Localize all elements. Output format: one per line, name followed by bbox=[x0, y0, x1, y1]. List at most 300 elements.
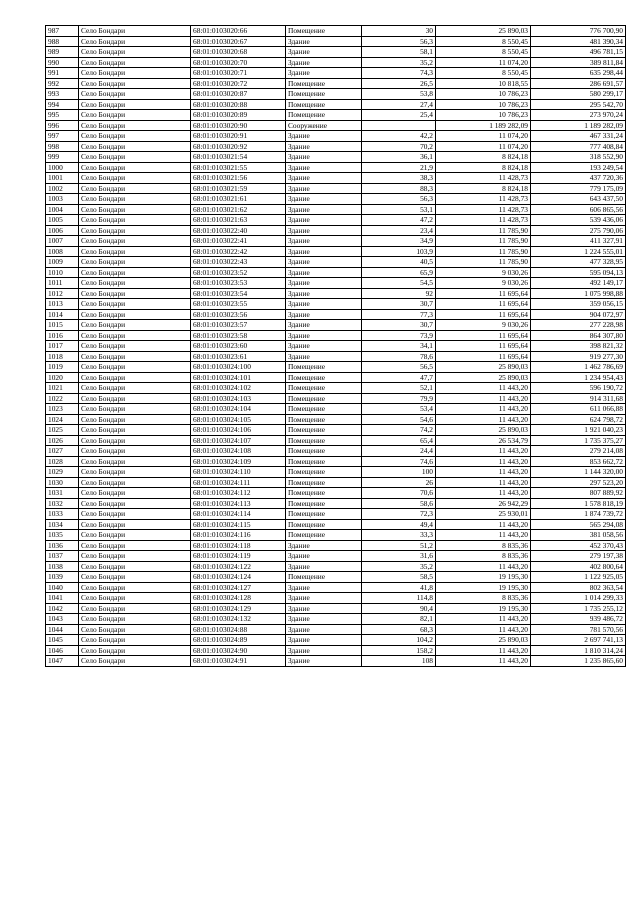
unit-value-cell: 11 443,20 bbox=[436, 467, 531, 478]
cadastral-number-cell: 68:01:0103024:108 bbox=[191, 446, 286, 457]
cadastral-number-cell: 68:01:0103020:88 bbox=[191, 99, 286, 110]
total-value-cell: 1 224 555,01 bbox=[531, 246, 626, 257]
table-row bbox=[46, 372, 626, 383]
table-row bbox=[46, 246, 626, 257]
cadastral-number-cell: 68:01:0103024:107 bbox=[191, 435, 286, 446]
unit-value-cell: 11 428,73 bbox=[436, 173, 531, 184]
unit-value-cell: 11 695,64 bbox=[436, 341, 531, 352]
unit-value-cell: 11 443,20 bbox=[436, 645, 531, 656]
settlement-cell: Село Бондари bbox=[79, 446, 191, 457]
area-cell: 54,6 bbox=[362, 414, 436, 425]
unit-value-cell: 11 785,90 bbox=[436, 246, 531, 257]
table-row bbox=[46, 530, 626, 541]
area-cell: 77,3 bbox=[362, 309, 436, 320]
settlement-cell: Село Бондари bbox=[79, 614, 191, 625]
row-number-cell: 1014 bbox=[46, 309, 79, 320]
table-row bbox=[46, 89, 626, 100]
cadastral-number-cell: 68:01:0103024:129 bbox=[191, 603, 286, 614]
unit-value-cell: 11 443,20 bbox=[436, 656, 531, 667]
table-row bbox=[46, 173, 626, 184]
settlement-cell: Село Бондари bbox=[79, 414, 191, 425]
area-cell: 52,1 bbox=[362, 383, 436, 394]
object-type-cell: Здание bbox=[286, 603, 362, 614]
object-type-cell: Помещение bbox=[286, 99, 362, 110]
unit-value-cell: 11 428,73 bbox=[436, 204, 531, 215]
settlement-cell: Село Бондари bbox=[79, 110, 191, 121]
area-cell: 30,7 bbox=[362, 320, 436, 331]
row-number-cell: 1017 bbox=[46, 341, 79, 352]
settlement-cell: Село Бондари bbox=[79, 152, 191, 163]
row-number-cell: 1012 bbox=[46, 288, 79, 299]
area-cell: 56,3 bbox=[362, 36, 436, 47]
row-number-cell: 1019 bbox=[46, 362, 79, 373]
total-value-cell: 853 662,72 bbox=[531, 456, 626, 467]
settlement-cell: Село Бондари bbox=[79, 435, 191, 446]
cadastral-number-cell: 68:01:0103024:89 bbox=[191, 635, 286, 646]
object-type-cell: Здание bbox=[286, 561, 362, 572]
area-cell: 114,8 bbox=[362, 593, 436, 604]
settlement-cell: Село Бондари bbox=[79, 309, 191, 320]
settlement-cell: Село Бондари bbox=[79, 593, 191, 604]
area-cell: 24,4 bbox=[362, 446, 436, 457]
unit-value-cell: 25 890,03 bbox=[436, 26, 531, 37]
cadastral-number-cell: 68:01:0103020:72 bbox=[191, 78, 286, 89]
cadastral-number-cell: 68:01:0103023:58 bbox=[191, 330, 286, 341]
unit-value-cell: 9 030,26 bbox=[436, 278, 531, 289]
object-type-cell: Помещение bbox=[286, 383, 362, 394]
settlement-cell: Село Бондари bbox=[79, 624, 191, 635]
row-number-cell: 1030 bbox=[46, 477, 79, 488]
unit-value-cell: 10 786,23 bbox=[436, 99, 531, 110]
unit-value-cell: 11 695,64 bbox=[436, 288, 531, 299]
settlement-cell: Село Бондари bbox=[79, 141, 191, 152]
cadastral-number-cell: 68:01:0103024:112 bbox=[191, 488, 286, 499]
object-type-cell: Сооружение bbox=[286, 120, 362, 131]
row-number-cell: 1044 bbox=[46, 624, 79, 635]
object-type-cell: Помещение bbox=[286, 372, 362, 383]
row-number-cell: 989 bbox=[46, 47, 79, 58]
row-number-cell: 1024 bbox=[46, 414, 79, 425]
row-number-cell: 1003 bbox=[46, 194, 79, 205]
unit-value-cell: 11 695,64 bbox=[436, 351, 531, 362]
settlement-cell: Село Бондари bbox=[79, 540, 191, 551]
unit-value-cell: 25 890,03 bbox=[436, 635, 531, 646]
unit-value-cell: 8 835,36 bbox=[436, 551, 531, 562]
table-row bbox=[46, 435, 626, 446]
cadastral-number-cell: 68:01:0103023:55 bbox=[191, 299, 286, 310]
cadastral-number-cell: 68:01:0103020:70 bbox=[191, 57, 286, 68]
row-number-cell: 1027 bbox=[46, 446, 79, 457]
row-number-cell: 1028 bbox=[46, 456, 79, 467]
table-body bbox=[46, 26, 626, 667]
cadastral-number-cell: 68:01:0103020:71 bbox=[191, 68, 286, 79]
total-value-cell: 624 798,72 bbox=[531, 414, 626, 425]
row-number-cell: 997 bbox=[46, 131, 79, 142]
total-value-cell: 496 781,15 bbox=[531, 47, 626, 58]
row-number-cell: 1023 bbox=[46, 404, 79, 415]
table-row bbox=[46, 572, 626, 583]
unit-value-cell: 11 074,20 bbox=[436, 131, 531, 142]
settlement-cell: Село Бондари bbox=[79, 68, 191, 79]
cadastral-number-cell: 68:01:0103022:43 bbox=[191, 257, 286, 268]
area-cell: 26 bbox=[362, 477, 436, 488]
object-type-cell: Здание bbox=[286, 614, 362, 625]
unit-value-cell: 11 695,64 bbox=[436, 299, 531, 310]
row-number-cell: 1036 bbox=[46, 540, 79, 551]
cadastral-number-cell: 68:01:0103024:124 bbox=[191, 572, 286, 583]
object-type-cell: Здание bbox=[286, 68, 362, 79]
table-row bbox=[46, 477, 626, 488]
area-cell: 65,4 bbox=[362, 435, 436, 446]
area-cell: 65,9 bbox=[362, 267, 436, 278]
area-cell: 53,1 bbox=[362, 204, 436, 215]
cadastral-number-cell: 68:01:0103024:116 bbox=[191, 530, 286, 541]
table-row bbox=[46, 120, 626, 131]
settlement-cell: Село Бондари bbox=[79, 236, 191, 247]
row-number-cell: 999 bbox=[46, 152, 79, 163]
table-row bbox=[46, 645, 626, 656]
total-value-cell: 939 486,72 bbox=[531, 614, 626, 625]
settlement-cell: Село Бондари bbox=[79, 120, 191, 131]
unit-value-cell: 11 785,90 bbox=[436, 236, 531, 247]
unit-value-cell: 11 428,73 bbox=[436, 194, 531, 205]
object-type-cell: Здание bbox=[286, 162, 362, 173]
area-cell: 47,7 bbox=[362, 372, 436, 383]
total-value-cell: 297 523,20 bbox=[531, 477, 626, 488]
row-number-cell: 991 bbox=[46, 68, 79, 79]
row-number-cell: 1010 bbox=[46, 267, 79, 278]
area-cell: 40,5 bbox=[362, 257, 436, 268]
total-value-cell: 275 790,06 bbox=[531, 225, 626, 236]
row-number-cell: 1022 bbox=[46, 393, 79, 404]
settlement-cell: Село Бондари bbox=[79, 173, 191, 184]
cadastral-number-cell: 68:01:0103021:63 bbox=[191, 215, 286, 226]
cadastral-number-cell: 68:01:0103023:56 bbox=[191, 309, 286, 320]
unit-value-cell: 8 824,18 bbox=[436, 152, 531, 163]
settlement-cell: Село Бондари bbox=[79, 26, 191, 37]
row-number-cell: 1045 bbox=[46, 635, 79, 646]
object-type-cell: Здание bbox=[286, 540, 362, 551]
total-value-cell: 914 311,68 bbox=[531, 393, 626, 404]
area-cell: 49,4 bbox=[362, 519, 436, 530]
cadastral-number-cell: 68:01:0103022:42 bbox=[191, 246, 286, 257]
object-type-cell: Помещение bbox=[286, 414, 362, 425]
area-cell: 34,1 bbox=[362, 341, 436, 352]
object-type-cell: Здание bbox=[286, 152, 362, 163]
area-cell: 23,4 bbox=[362, 225, 436, 236]
row-number-cell: 990 bbox=[46, 57, 79, 68]
total-value-cell: 318 552,90 bbox=[531, 152, 626, 163]
table-row bbox=[46, 152, 626, 163]
cadastral-number-cell: 68:01:0103023:60 bbox=[191, 341, 286, 352]
cadastral-number-cell: 68:01:0103023:53 bbox=[191, 278, 286, 289]
row-number-cell: 998 bbox=[46, 141, 79, 152]
table-row bbox=[46, 278, 626, 289]
unit-value-cell: 8 824,18 bbox=[436, 162, 531, 173]
unit-value-cell: 11 443,20 bbox=[436, 561, 531, 572]
total-value-cell: 398 821,32 bbox=[531, 341, 626, 352]
row-number-cell: 1039 bbox=[46, 572, 79, 583]
table-row bbox=[46, 183, 626, 194]
unit-value-cell: 8 835,36 bbox=[436, 593, 531, 604]
settlement-cell: Село Бондари bbox=[79, 299, 191, 310]
table-row bbox=[46, 540, 626, 551]
row-number-cell: 1031 bbox=[46, 488, 79, 499]
settlement-cell: Село Бондари bbox=[79, 603, 191, 614]
area-cell: 158,2 bbox=[362, 645, 436, 656]
row-number-cell: 1018 bbox=[46, 351, 79, 362]
object-type-cell: Помещение bbox=[286, 572, 362, 583]
row-number-cell: 1000 bbox=[46, 162, 79, 173]
cadastral-number-cell: 68:01:0103024:119 bbox=[191, 551, 286, 562]
area-cell: 100 bbox=[362, 467, 436, 478]
cadastral-number-cell: 68:01:0103020:89 bbox=[191, 110, 286, 121]
cadastral-number-cell: 68:01:0103024:91 bbox=[191, 656, 286, 667]
row-number-cell: 1005 bbox=[46, 215, 79, 226]
unit-value-cell: 1 189 282,09 bbox=[436, 120, 531, 131]
unit-value-cell: 8 835,36 bbox=[436, 540, 531, 551]
table-row bbox=[46, 467, 626, 478]
total-value-cell: 492 149,17 bbox=[531, 278, 626, 289]
total-value-cell: 807 889,92 bbox=[531, 488, 626, 499]
table-row bbox=[46, 624, 626, 635]
object-type-cell: Здание bbox=[286, 656, 362, 667]
settlement-cell: Село Бондари bbox=[79, 57, 191, 68]
area-cell: 30 bbox=[362, 26, 436, 37]
unit-value-cell: 8 824,18 bbox=[436, 183, 531, 194]
unit-value-cell: 9 030,26 bbox=[436, 320, 531, 331]
cadastral-number-cell: 68:01:0103021:61 bbox=[191, 194, 286, 205]
object-type-cell: Помещение bbox=[286, 362, 362, 373]
cadastral-number-cell: 68:01:0103024:118 bbox=[191, 540, 286, 551]
row-number-cell: 993 bbox=[46, 89, 79, 100]
table-row bbox=[46, 257, 626, 268]
area-cell: 21,9 bbox=[362, 162, 436, 173]
area-cell: 31,6 bbox=[362, 551, 436, 562]
cadastral-number-cell: 68:01:0103024:102 bbox=[191, 383, 286, 394]
object-type-cell: Здание bbox=[286, 309, 362, 320]
row-number-cell: 1007 bbox=[46, 236, 79, 247]
table-row bbox=[46, 393, 626, 404]
total-value-cell: 1 122 925,05 bbox=[531, 572, 626, 583]
settlement-cell: Село Бондари bbox=[79, 288, 191, 299]
settlement-cell: Село Бондари bbox=[79, 393, 191, 404]
unit-value-cell: 25 890,03 bbox=[436, 372, 531, 383]
settlement-cell: Село Бондари bbox=[79, 246, 191, 257]
table-row bbox=[46, 456, 626, 467]
unit-value-cell: 11 428,73 bbox=[436, 215, 531, 226]
area-cell: 70,2 bbox=[362, 141, 436, 152]
unit-value-cell: 11 443,20 bbox=[436, 614, 531, 625]
settlement-cell: Село Бондари bbox=[79, 572, 191, 583]
area-cell: 47,2 bbox=[362, 215, 436, 226]
unit-value-cell: 26 942,29 bbox=[436, 498, 531, 509]
area-cell: 34,9 bbox=[362, 236, 436, 247]
area-cell: 51,2 bbox=[362, 540, 436, 551]
total-value-cell: 606 865,56 bbox=[531, 204, 626, 215]
row-number-cell: 1015 bbox=[46, 320, 79, 331]
object-type-cell: Здание bbox=[286, 257, 362, 268]
area-cell: 42,2 bbox=[362, 131, 436, 142]
settlement-cell: Село Бондари bbox=[79, 278, 191, 289]
settlement-cell: Село Бондари bbox=[79, 204, 191, 215]
area-cell: 33,3 bbox=[362, 530, 436, 541]
settlement-cell: Село Бондари bbox=[79, 351, 191, 362]
cadastral-number-cell: 68:01:0103024:115 bbox=[191, 519, 286, 530]
unit-value-cell: 11 785,90 bbox=[436, 225, 531, 236]
unit-value-cell: 11 074,20 bbox=[436, 141, 531, 152]
table-row bbox=[46, 425, 626, 436]
cadastral-number-cell: 68:01:0103021:54 bbox=[191, 152, 286, 163]
property-table bbox=[45, 25, 626, 667]
object-type-cell: Помещение bbox=[286, 89, 362, 100]
total-value-cell: 777 408,84 bbox=[531, 141, 626, 152]
unit-value-cell: 25 930,01 bbox=[436, 509, 531, 520]
cadastral-number-cell: 68:01:0103021:62 bbox=[191, 204, 286, 215]
cadastral-number-cell: 68:01:0103024:122 bbox=[191, 561, 286, 572]
row-number-cell: 1040 bbox=[46, 582, 79, 593]
unit-value-cell: 10 786,23 bbox=[436, 110, 531, 121]
area-cell: 72,3 bbox=[362, 509, 436, 520]
area-cell: 70,6 bbox=[362, 488, 436, 499]
object-type-cell: Помещение bbox=[286, 78, 362, 89]
area-cell: 58,1 bbox=[362, 47, 436, 58]
object-type-cell: Здание bbox=[286, 635, 362, 646]
table-row bbox=[46, 267, 626, 278]
table-row bbox=[46, 509, 626, 520]
row-number-cell: 1029 bbox=[46, 467, 79, 478]
row-number-cell: 996 bbox=[46, 120, 79, 131]
table-row bbox=[46, 341, 626, 352]
table-row bbox=[46, 288, 626, 299]
cadastral-number-cell: 68:01:0103022:40 bbox=[191, 225, 286, 236]
table-row bbox=[46, 582, 626, 593]
area-cell: 73,9 bbox=[362, 330, 436, 341]
table-row bbox=[46, 593, 626, 604]
unit-value-cell: 11 443,20 bbox=[436, 488, 531, 499]
cadastral-number-cell: 68:01:0103023:52 bbox=[191, 267, 286, 278]
area-cell: 27,4 bbox=[362, 99, 436, 110]
unit-value-cell: 11 443,20 bbox=[436, 446, 531, 457]
total-value-cell: 539 436,06 bbox=[531, 215, 626, 226]
object-type-cell: Здание bbox=[286, 624, 362, 635]
cadastral-number-cell: 68:01:0103024:109 bbox=[191, 456, 286, 467]
unit-value-cell: 11 443,20 bbox=[436, 404, 531, 415]
table-row bbox=[46, 204, 626, 215]
total-value-cell: 359 056,15 bbox=[531, 299, 626, 310]
unit-value-cell: 11 443,20 bbox=[436, 383, 531, 394]
area-cell: 74,6 bbox=[362, 456, 436, 467]
row-number-cell: 1009 bbox=[46, 257, 79, 268]
unit-value-cell: 11 695,64 bbox=[436, 309, 531, 320]
object-type-cell: Помещение bbox=[286, 488, 362, 499]
total-value-cell: 1 578 818,19 bbox=[531, 498, 626, 509]
area-cell: 38,3 bbox=[362, 173, 436, 184]
object-type-cell: Помещение bbox=[286, 446, 362, 457]
settlement-cell: Село Бондари bbox=[79, 257, 191, 268]
unit-value-cell: 8 550,45 bbox=[436, 36, 531, 47]
row-number-cell: 1035 bbox=[46, 530, 79, 541]
total-value-cell: 389 811,84 bbox=[531, 57, 626, 68]
total-value-cell: 779 175,09 bbox=[531, 183, 626, 194]
unit-value-cell: 8 550,45 bbox=[436, 68, 531, 79]
total-value-cell: 467 331,24 bbox=[531, 131, 626, 142]
area-cell: 68,3 bbox=[362, 624, 436, 635]
cadastral-number-cell: 68:01:0103020:90 bbox=[191, 120, 286, 131]
object-type-cell: Здание bbox=[286, 173, 362, 184]
row-number-cell: 1002 bbox=[46, 183, 79, 194]
unit-value-cell: 25 890,03 bbox=[436, 362, 531, 373]
unit-value-cell: 11 443,20 bbox=[436, 530, 531, 541]
unit-value-cell: 11 074,20 bbox=[436, 57, 531, 68]
unit-value-cell: 19 195,30 bbox=[436, 572, 531, 583]
row-number-cell: 1020 bbox=[46, 372, 79, 383]
cadastral-number-cell: 68:01:0103020:87 bbox=[191, 89, 286, 100]
row-number-cell: 1046 bbox=[46, 645, 79, 656]
table-row bbox=[46, 47, 626, 58]
total-value-cell: 1 810 314,24 bbox=[531, 645, 626, 656]
object-type-cell: Здание bbox=[286, 204, 362, 215]
total-value-cell: 635 298,44 bbox=[531, 68, 626, 79]
row-number-cell: 995 bbox=[46, 110, 79, 121]
row-number-cell: 1037 bbox=[46, 551, 79, 562]
row-number-cell: 992 bbox=[46, 78, 79, 89]
table-row bbox=[46, 561, 626, 572]
table-row bbox=[46, 162, 626, 173]
object-type-cell: Помещение bbox=[286, 530, 362, 541]
table-row bbox=[46, 404, 626, 415]
total-value-cell: 1 921 040,23 bbox=[531, 425, 626, 436]
cadastral-number-cell: 68:01:0103024:132 bbox=[191, 614, 286, 625]
object-type-cell: Здание bbox=[286, 57, 362, 68]
row-number-cell: 1032 bbox=[46, 498, 79, 509]
cadastral-number-cell: 68:01:0103021:55 bbox=[191, 162, 286, 173]
unit-value-cell: 8 550,45 bbox=[436, 47, 531, 58]
table-row bbox=[46, 603, 626, 614]
object-type-cell: Помещение bbox=[286, 435, 362, 446]
cadastral-number-cell: 68:01:0103020:68 bbox=[191, 47, 286, 58]
total-value-cell: 402 800,64 bbox=[531, 561, 626, 572]
object-type-cell: Здание bbox=[286, 183, 362, 194]
area-cell: 35,2 bbox=[362, 561, 436, 572]
row-number-cell: 1042 bbox=[46, 603, 79, 614]
unit-value-cell: 11 443,20 bbox=[436, 393, 531, 404]
row-number-cell: 1047 bbox=[46, 656, 79, 667]
table-row bbox=[46, 225, 626, 236]
table-row bbox=[46, 488, 626, 499]
table-row bbox=[46, 141, 626, 152]
row-number-cell: 1016 bbox=[46, 330, 79, 341]
table-row bbox=[46, 309, 626, 320]
table-row bbox=[46, 236, 626, 247]
total-value-cell: 1 075 998,88 bbox=[531, 288, 626, 299]
total-value-cell: 437 720,36 bbox=[531, 173, 626, 184]
row-number-cell: 1043 bbox=[46, 614, 79, 625]
settlement-cell: Село Бондари bbox=[79, 267, 191, 278]
total-value-cell: 864 307,80 bbox=[531, 330, 626, 341]
settlement-cell: Село Бондари bbox=[79, 635, 191, 646]
total-value-cell: 279 197,38 bbox=[531, 551, 626, 562]
area-cell: 90,4 bbox=[362, 603, 436, 614]
area-cell: 74,3 bbox=[362, 68, 436, 79]
table-row bbox=[46, 498, 626, 509]
row-number-cell: 1008 bbox=[46, 246, 79, 257]
object-type-cell: Здание bbox=[286, 288, 362, 299]
table-row bbox=[46, 36, 626, 47]
area-cell: 58,6 bbox=[362, 498, 436, 509]
settlement-cell: Село Бондари bbox=[79, 645, 191, 656]
row-number-cell: 1041 bbox=[46, 593, 79, 604]
